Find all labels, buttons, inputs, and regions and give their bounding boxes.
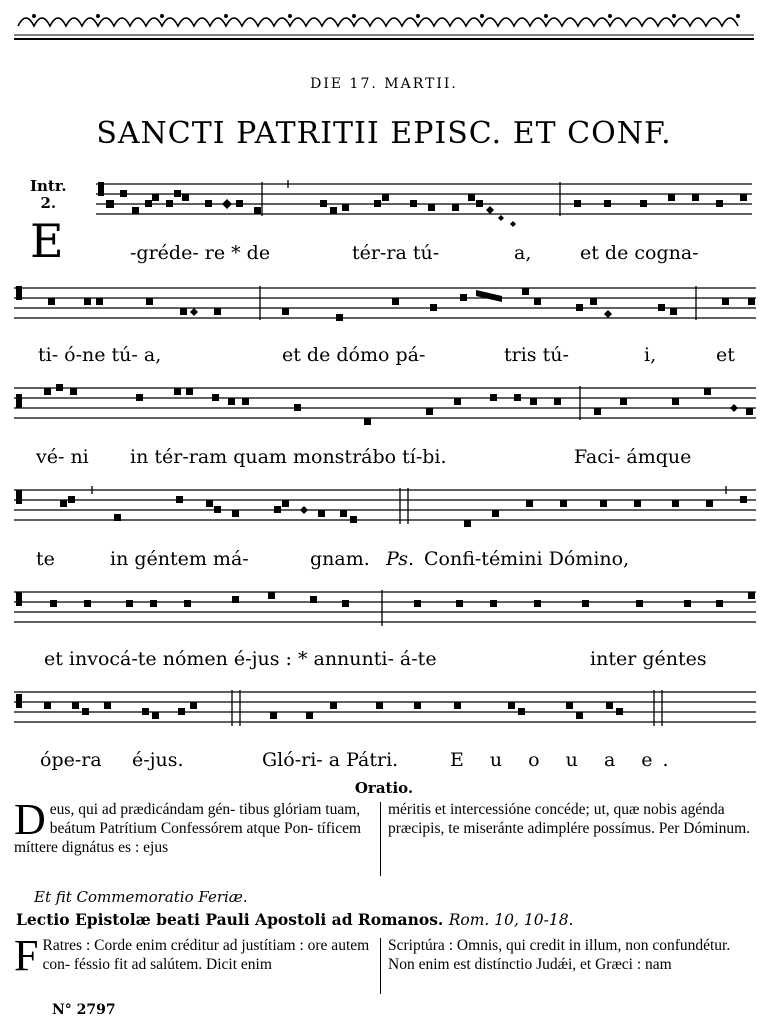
introit-label-text: Intr. bbox=[30, 177, 67, 195]
feast-date: DIE 17. MARTII. bbox=[310, 76, 458, 92]
psalm-marker: Ps. bbox=[386, 548, 415, 570]
lyric-syllables: te bbox=[36, 548, 55, 570]
oratio-right-column bbox=[388, 800, 754, 838]
oratio-initial: D bbox=[14, 795, 46, 844]
lyric-syllables: -grédе- re * de bbox=[130, 242, 271, 264]
lectio-left-column bbox=[14, 931, 374, 980]
lectio-title: Lectio Epistolæ beati Pauli Apostoli ad Romanos. bbox=[16, 910, 444, 929]
chant-staff-3 bbox=[0, 384, 768, 444]
introit-initial: E bbox=[30, 214, 64, 268]
feast-title: SANCTI PATRITII EPISC. ET CONF. bbox=[96, 116, 672, 151]
page-number: N° 2797 bbox=[52, 1002, 116, 1018]
chant-staff-6 bbox=[0, 688, 768, 748]
lyric-syllables: Gló-ri- a Pátri. bbox=[262, 749, 399, 771]
lectio-initial: F bbox=[14, 931, 39, 980]
commemoratio-note: Et fit Commemoratio Feriæ. bbox=[34, 888, 248, 906]
lectio-right-column bbox=[388, 936, 754, 974]
lyric-syllables: inter géntes bbox=[590, 648, 707, 670]
chant-staff-5 bbox=[0, 586, 768, 646]
lyric-syllables: Confi-témini Dómino, bbox=[424, 548, 630, 570]
lyric-syllables: Faci- ámque bbox=[574, 446, 692, 468]
chant-staff-1 bbox=[0, 177, 768, 240]
lyric-syllables: ópe-ra bbox=[40, 749, 102, 771]
column-divider bbox=[380, 802, 381, 876]
chant-staff-2 bbox=[0, 284, 768, 344]
oratio-heading: Oratio. bbox=[354, 779, 414, 797]
oratio-text-left: eus, qui ad prædicándam gén- tibus glóriam tuam, beátum Patrítium Confessórem atque Pon- tíficem míttere dignátus es : ejus bbox=[14, 801, 362, 856]
introit-mode: 2. bbox=[40, 194, 57, 212]
lyric-syllables: et de dómo pá- bbox=[282, 344, 426, 366]
ornamental-border bbox=[14, 6, 754, 42]
column-divider bbox=[380, 938, 381, 994]
oratio-left-column bbox=[14, 795, 374, 857]
lectio-heading bbox=[16, 910, 573, 929]
lyric-syllables: et bbox=[716, 344, 735, 366]
lyric-syllables: i, bbox=[644, 344, 657, 366]
lyric-syllables: in géntem má- bbox=[110, 548, 249, 570]
lectio-text-left: Ratres : Corde enim créditur ad justítiam : ore autem con- féssio fit ad salútem. Dicit enim bbox=[42, 937, 370, 973]
lyric-syllables: ti- ó-ne tú- a, bbox=[38, 344, 162, 366]
oratio-text-right: méritis et intercessióne concéde; ut, quæ nobis agénda præcipis, te miseránte adimplére possímus. Per Dóminum. bbox=[388, 801, 751, 837]
lyric-syllables: é-jus. bbox=[132, 749, 184, 771]
lyric-syllables: et de cogna- bbox=[580, 242, 699, 264]
chant-staff-4 bbox=[0, 486, 768, 546]
lyric-syllables: tris tú- bbox=[504, 344, 569, 366]
lyric-syllables: gnam. bbox=[310, 548, 370, 570]
lyric-syllables: in tér-ram quam monstrábo tí-bi. bbox=[130, 446, 447, 468]
lyric-syllables: a, bbox=[514, 242, 532, 264]
lyric-syllables: tér-ra tú- bbox=[352, 242, 440, 264]
lyric-syllables: vé- ni bbox=[36, 446, 89, 468]
lectio-text-right: Scriptúra : Omnis, qui credit in illum, non confundétur. Non enim est distínctio Judǽi, et Græci : nam bbox=[388, 937, 731, 973]
lectio-reference: Rom. 10, 10-18. bbox=[448, 911, 574, 929]
lyric-syllables: et invocá-te nómen é-jus : * annunti- á-te bbox=[44, 648, 437, 670]
lyric-syllables: E u o u a e. bbox=[450, 749, 679, 771]
